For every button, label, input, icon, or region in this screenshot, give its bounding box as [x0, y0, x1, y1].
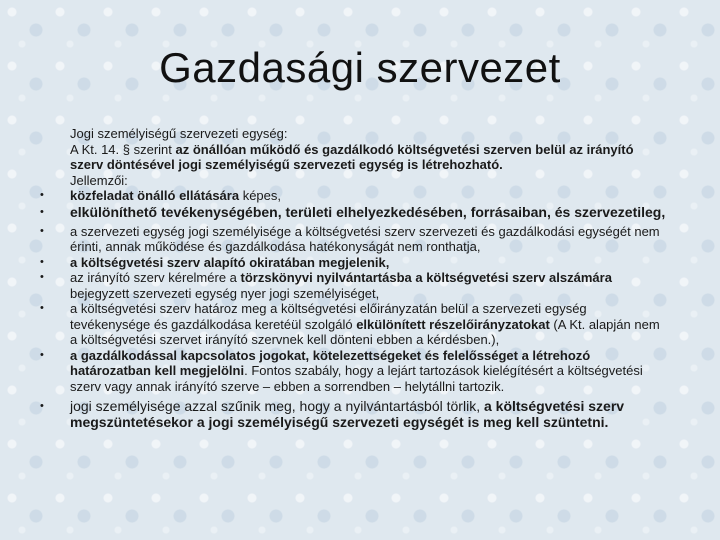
bullet-icon: • — [40, 189, 44, 201]
bullet-icon: • — [40, 271, 44, 283]
slide-title: Gazdasági szervezet — [159, 44, 561, 91]
intro-line-3: Jellemzői: — [70, 172, 128, 188]
content-body — [40, 126, 670, 430]
bullet-icon: • — [40, 400, 44, 412]
list-item: • jogi személyisége azzal szűnik meg, hogy a nyilvántartásból törlik, a költségvetési szerv megszüntetésekor a jogi személyiségű szervezeti egységét is meg kell szüntetni. — [40, 398, 625, 430]
list-item: • a szervezeti egység jogi személyisége a költségvetési szerv szervezeti és gazdálkodási egységét nem érinti, annak működése és gazdálkodása hatékonyságát nem ronthatja, — [40, 223, 660, 254]
bullet-icon: • — [40, 224, 44, 237]
bullet-icon: • — [40, 205, 44, 218]
bullet-icon: • — [40, 302, 44, 314]
list-item: • a költségvetési szerv alapító okiratában megjelenik, — [40, 254, 390, 270]
list-item: • közfeladat önálló ellátására képes, — [40, 188, 281, 203]
bullet-icon: • — [40, 255, 44, 268]
list-item: • az irányító szerv kérelmére a törzskönyvi nyilvántartásba a költségvetési szerv alszámára bejegyzett szervezeti egység nyer jogi személyiséget, — [40, 270, 612, 301]
list-item: • a gazdálkodással kapcsolatos jogokat, kötelezettségeket és felelősséget a létrehozó határozatban kell megjelölni. Fontos szabály, hogy a lejárt tartozások kielégítésért a költségvetési szerv vagy annak irányító szerve – ebben a sorrendben – helytállni tartozik. — [40, 347, 643, 394]
list-item: • a költségvetési szerv határoz meg a költségvetési előirányzatán belül a szervezeti egység tevékenysége és gazdálkodása keretéül szolgáló elkülönített részelőirányzatokat (A Kt. alapján nem a költségvetési szervet irányító szervnek kell dönteni ebben a kérdésben.), — [40, 301, 660, 347]
bullet-icon: • — [40, 348, 44, 361]
intro-line-1: Jogi személyiségű szervezeti egység: — [70, 126, 288, 141]
intro-line-2: A Kt. 14. § szerint az önállóan működő és gazdálkodó költségvetési szerven belül az irányító szerv döntésével jogi személyiségű szervezeti egység is létrehozható. — [70, 141, 634, 172]
list-item: • elkülöníthető tevékenységében, területi elhelyezkedésében, forrásaiban, és szervezetileg, — [40, 203, 666, 220]
